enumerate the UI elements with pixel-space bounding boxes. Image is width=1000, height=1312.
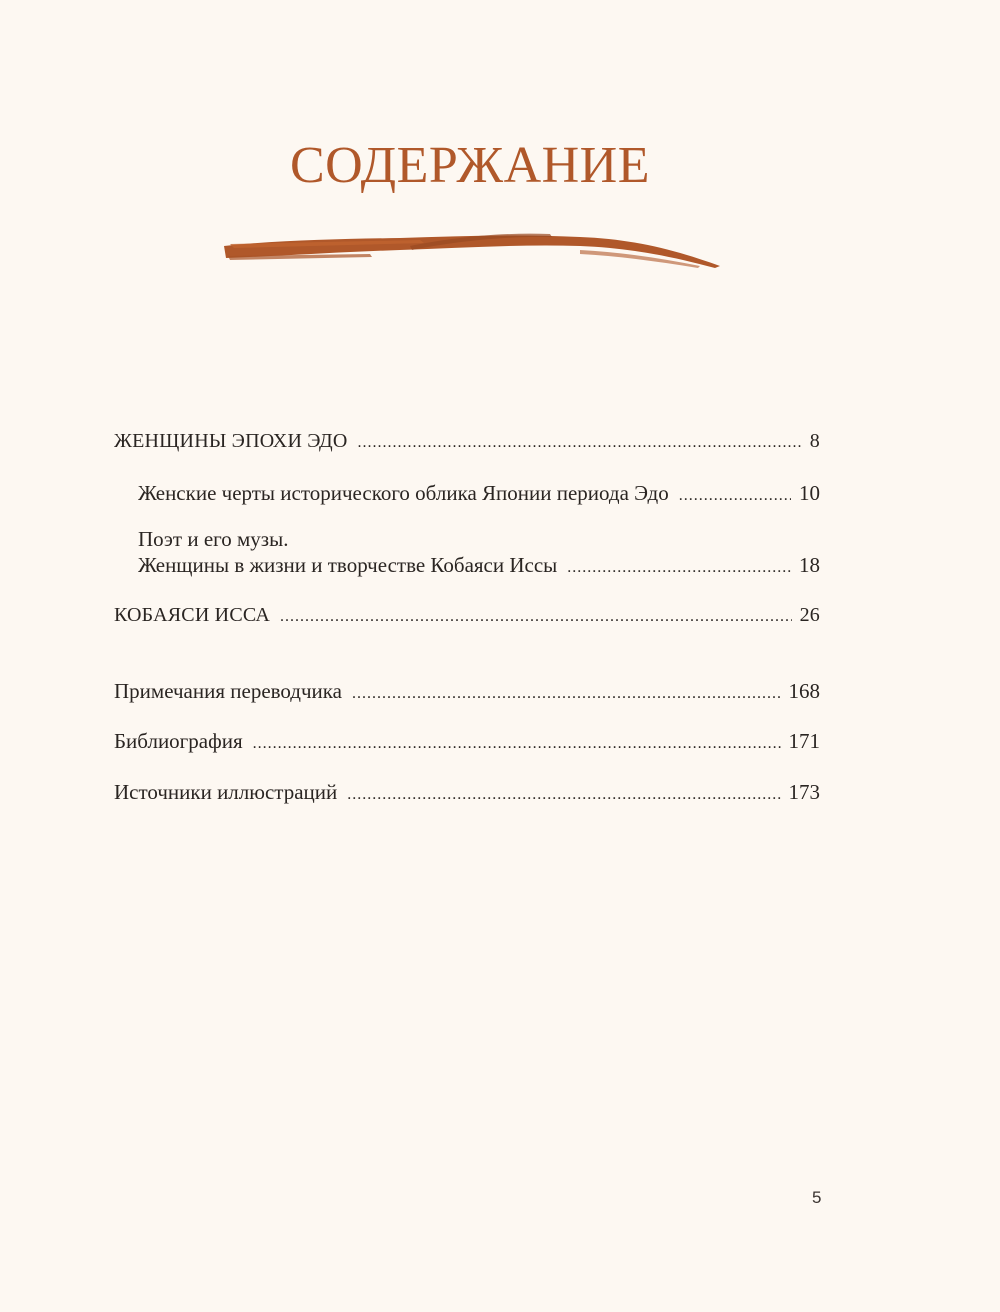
dot-leader <box>347 781 780 808</box>
dot-leader <box>679 482 791 509</box>
toc-entry-page: 171 <box>788 729 820 753</box>
dot-leader <box>567 554 791 581</box>
toc-entry-label: Женщины в жизни и творчестве Кобаяси Иссы <box>138 553 558 577</box>
toc-entry[interactable] <box>114 728 820 757</box>
dot-leader <box>352 680 781 707</box>
page-number: 5 <box>812 1188 822 1207</box>
dot-leader <box>253 730 781 757</box>
toc-entry[interactable] <box>138 552 820 581</box>
toc-entry[interactable] <box>114 428 820 456</box>
toc-entry-label: Примечания переводчика <box>114 679 342 703</box>
toc-entry-page: 26 <box>799 604 820 626</box>
toc-entry-page: 173 <box>788 780 820 804</box>
toc-entry-label-line1: Поэт и его музы. <box>138 527 289 551</box>
toc-entry-label: Библиография <box>114 729 243 753</box>
toc-entry[interactable] <box>114 602 820 630</box>
toc-entry-page: 8 <box>809 430 820 452</box>
toc-entry-label: КОБАЯСИ ИССА <box>114 604 271 626</box>
toc-entry-page: 18 <box>799 553 820 577</box>
dot-leader <box>280 603 792 630</box>
toc-entry[interactable] <box>114 678 820 707</box>
toc-entry[interactable] <box>138 480 820 509</box>
page-title: СОДЕРЖАНИЕ <box>290 137 650 194</box>
dot-leader <box>358 429 802 456</box>
toc-entry-label: Источники иллюстраций <box>114 780 338 804</box>
toc-entry-page: 10 <box>799 481 820 505</box>
toc-entry-page: 168 <box>788 679 820 703</box>
toc-entry-label: Женские черты исторического облика Японии периода Эдо <box>138 481 669 505</box>
toc-entry[interactable] <box>114 779 820 808</box>
toc-entry-label: ЖЕНЩИНЫ ЭПОХИ ЭДО <box>114 430 348 452</box>
